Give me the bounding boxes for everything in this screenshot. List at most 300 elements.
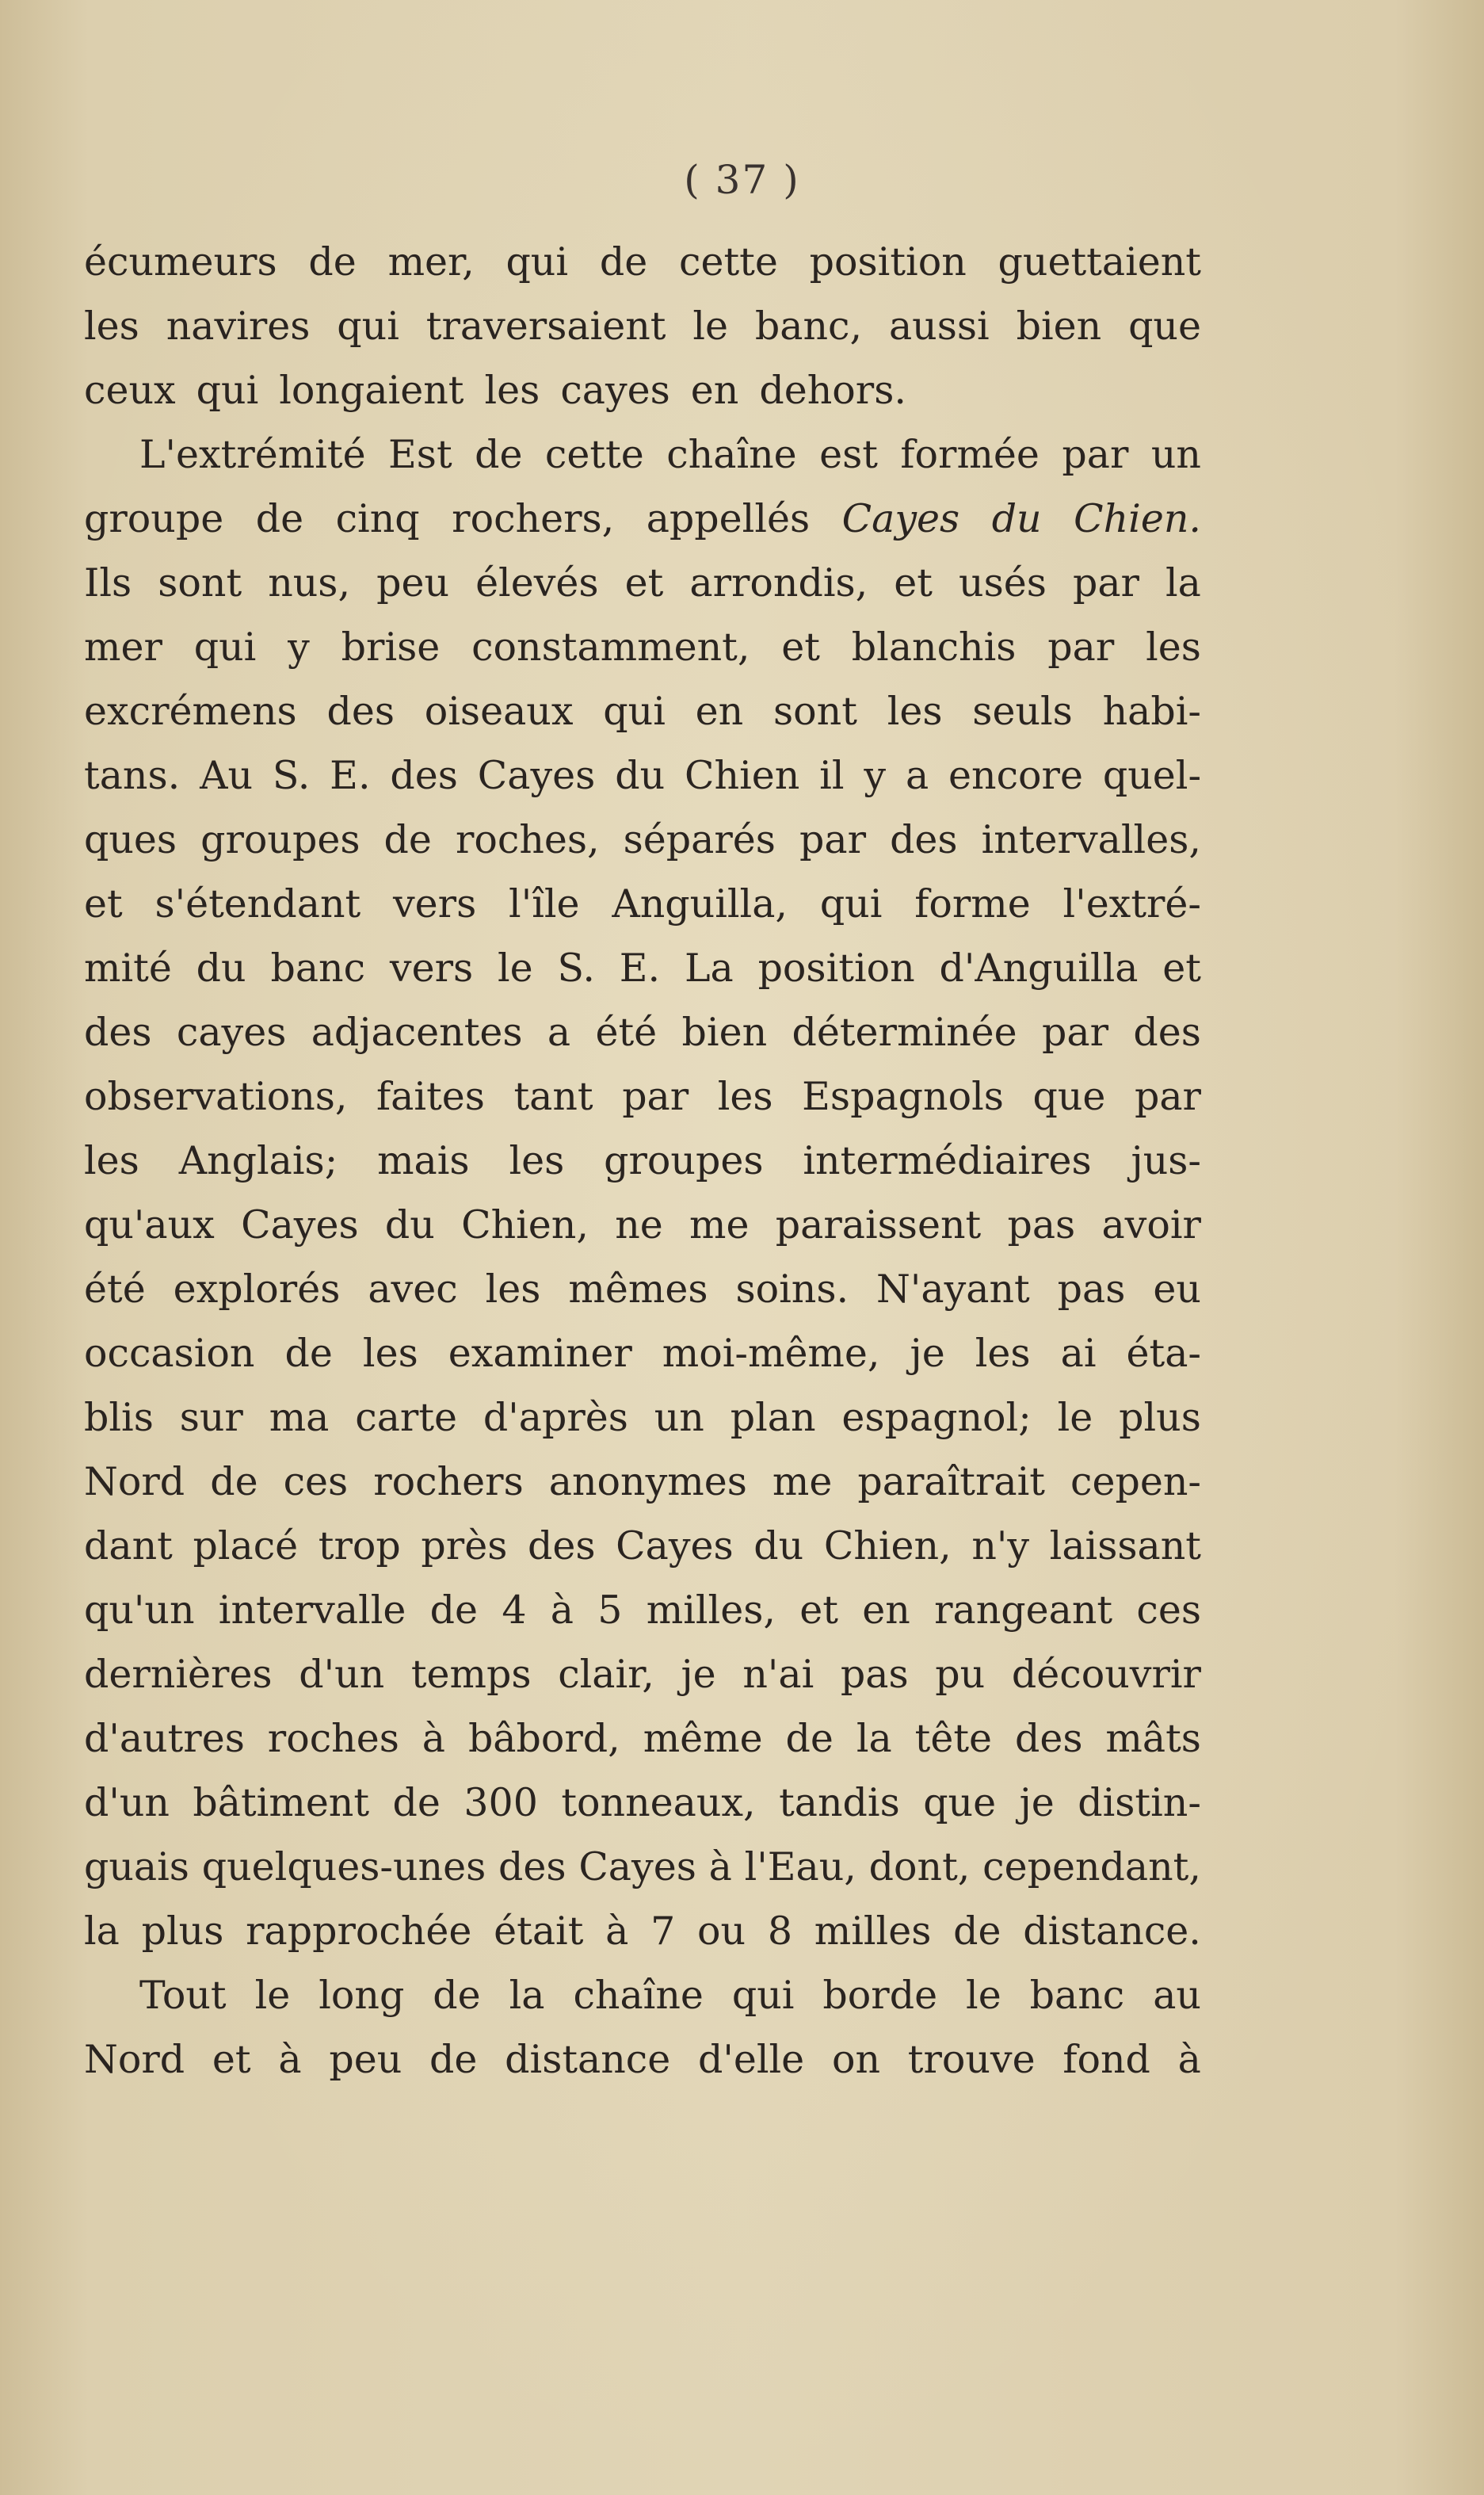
word: quelques-unes xyxy=(201,1844,486,1889)
word: d'Anguilla xyxy=(939,946,1139,991)
word: peu xyxy=(376,560,450,606)
word: rapprochée xyxy=(246,1909,472,1954)
word: trouve xyxy=(907,2037,1036,2082)
word: excrémens xyxy=(84,689,297,734)
word: pas xyxy=(1057,1267,1126,1312)
word: avec xyxy=(368,1267,458,1312)
word: de xyxy=(475,432,523,477)
word: par xyxy=(1072,560,1139,606)
word: tandis xyxy=(779,1780,900,1825)
word: dernières xyxy=(84,1652,273,1697)
word: Ils xyxy=(84,560,132,606)
word: mer xyxy=(84,625,162,670)
word: était xyxy=(494,1909,584,1954)
word: séparés xyxy=(623,817,776,862)
word: des xyxy=(390,753,458,798)
text-line xyxy=(84,1771,1201,1835)
word: navires xyxy=(166,304,311,349)
word: que xyxy=(923,1780,997,1825)
word: Nord xyxy=(84,2037,185,2082)
word: le xyxy=(254,1973,291,2018)
word: cette xyxy=(544,432,644,477)
word: en xyxy=(690,368,739,413)
word: s'étendant xyxy=(155,881,361,927)
word: les xyxy=(485,1267,541,1312)
word: on xyxy=(831,2037,880,2082)
word: par xyxy=(1062,432,1129,477)
word: les xyxy=(484,368,540,413)
word: rangeant xyxy=(934,1588,1113,1633)
word: plan xyxy=(730,1395,816,1440)
word: chaîne xyxy=(666,432,797,477)
word: à xyxy=(422,1716,446,1761)
word: de xyxy=(429,2037,478,2082)
word: cependant, xyxy=(982,1844,1201,1889)
word: ces xyxy=(283,1459,349,1504)
word: que xyxy=(1032,1074,1106,1119)
word: encore xyxy=(948,753,1083,798)
text-line xyxy=(84,1835,1201,1899)
word: bien xyxy=(681,1010,768,1055)
word: ou xyxy=(697,1909,746,1954)
word: et xyxy=(894,560,933,606)
word: longaient xyxy=(279,368,464,413)
word: 7 xyxy=(650,1909,676,1954)
word: rochers xyxy=(373,1459,524,1504)
word: pas xyxy=(840,1652,909,1697)
word: le xyxy=(1057,1395,1093,1440)
word: Chien, xyxy=(823,1523,952,1568)
word: brise xyxy=(341,625,441,670)
word: tans. xyxy=(84,753,181,798)
word: le xyxy=(692,304,729,349)
word: quel- xyxy=(1102,753,1201,798)
word: écumeurs xyxy=(84,239,277,285)
word: vers xyxy=(389,946,474,991)
word: banc xyxy=(1029,1973,1125,2018)
word: a xyxy=(547,1010,571,1055)
word: cayes xyxy=(560,368,670,413)
word: les xyxy=(84,304,139,349)
word: Cayes xyxy=(578,1844,696,1889)
word: traversaient xyxy=(425,304,666,349)
word: 300 xyxy=(464,1780,538,1825)
word: cette xyxy=(679,239,778,285)
word: les xyxy=(509,1138,565,1183)
word: laissant xyxy=(1049,1523,1201,1568)
word: Anguilla, xyxy=(612,881,788,927)
word: sur xyxy=(179,1395,243,1440)
word: placé xyxy=(193,1523,299,1568)
word: des xyxy=(1014,1716,1083,1761)
word: est xyxy=(819,432,878,477)
word: tête xyxy=(914,1716,993,1761)
word: sont xyxy=(773,689,857,734)
word: ai xyxy=(1060,1331,1097,1376)
word: constamment, xyxy=(471,625,750,670)
word: eu xyxy=(1153,1267,1201,1312)
word: du xyxy=(991,496,1042,541)
word: à xyxy=(1177,2037,1201,2082)
word: à xyxy=(708,1844,732,1889)
word: plus xyxy=(1119,1395,1201,1440)
word: qui xyxy=(193,625,257,670)
word: cayes xyxy=(176,1010,287,1055)
word: d'un xyxy=(299,1652,385,1697)
text-line xyxy=(84,294,1201,358)
page-number: ( 37 ) xyxy=(684,157,800,203)
word: et xyxy=(1162,946,1201,991)
word: et xyxy=(84,881,123,927)
word: été xyxy=(84,1267,146,1312)
word: anonymes xyxy=(548,1459,747,1504)
word: 5 xyxy=(597,1588,623,1633)
word: de xyxy=(392,1780,441,1825)
word: dehors. xyxy=(759,368,906,413)
word: de xyxy=(284,1331,333,1376)
word: tonneaux, xyxy=(561,1780,756,1825)
word: des xyxy=(498,1844,567,1889)
word: guettaient xyxy=(998,239,1201,285)
text-line xyxy=(84,808,1201,872)
word: bien xyxy=(1016,304,1102,349)
word: de xyxy=(210,1459,258,1504)
text-line xyxy=(84,936,1201,1000)
word: en xyxy=(695,689,744,734)
word: de xyxy=(308,239,357,285)
word: L'extrémité xyxy=(139,432,366,477)
word: à xyxy=(605,1909,629,1954)
word: n'ai xyxy=(742,1652,814,1697)
text-line xyxy=(84,358,1201,422)
text-line xyxy=(84,1706,1201,1771)
word: roches, xyxy=(455,817,600,862)
word: de xyxy=(953,1909,1001,1954)
word: Nord xyxy=(84,1459,185,1504)
word: guais xyxy=(84,1844,189,1889)
text-line xyxy=(84,615,1201,679)
word: par xyxy=(1042,1010,1109,1055)
word: par xyxy=(1047,625,1115,670)
word: Tout xyxy=(139,1973,227,2018)
word: banc xyxy=(270,946,366,991)
word: forme xyxy=(914,881,1031,927)
word: Cayes xyxy=(616,1523,734,1568)
word: le xyxy=(966,1973,1001,2018)
word: mêmes xyxy=(568,1267,708,1312)
word: Chien. xyxy=(1074,496,1201,541)
text-line xyxy=(84,1385,1201,1450)
word: les xyxy=(975,1331,1031,1376)
word: de xyxy=(785,1716,834,1761)
word: ma xyxy=(269,1395,330,1440)
word: ceux xyxy=(84,368,176,413)
text-line xyxy=(84,1000,1201,1064)
word: Est xyxy=(388,432,452,477)
word: groupe xyxy=(84,496,224,541)
word: la xyxy=(1165,560,1201,606)
word: oiseaux xyxy=(424,689,574,734)
word: par xyxy=(799,817,867,862)
word: distance. xyxy=(1023,1909,1201,1954)
text-line xyxy=(84,1193,1201,1257)
word: je xyxy=(1019,1780,1055,1825)
word: en xyxy=(862,1588,910,1633)
text-line xyxy=(84,1514,1201,1578)
word: déterminée xyxy=(792,1010,1017,1055)
word: blis xyxy=(84,1395,154,1440)
word: intermédiaires xyxy=(803,1138,1092,1183)
word: qui xyxy=(196,368,259,413)
word: cinq xyxy=(335,496,420,541)
word: qui xyxy=(603,689,666,734)
word: mité xyxy=(84,946,172,991)
word: des xyxy=(84,1010,152,1055)
word: bâbord, xyxy=(467,1716,620,1761)
text-line xyxy=(84,551,1201,615)
word: du xyxy=(384,1202,435,1248)
text-line xyxy=(84,487,1201,551)
word: du xyxy=(196,946,246,991)
text-line xyxy=(84,1899,1201,1963)
word: dont, xyxy=(868,1844,971,1889)
word: plus xyxy=(141,1909,224,1954)
word: distance xyxy=(505,2037,671,2082)
word: habi- xyxy=(1102,689,1201,734)
word: les xyxy=(887,689,943,734)
word: qui xyxy=(505,239,569,285)
word: un xyxy=(654,1395,704,1440)
word: fond xyxy=(1062,2037,1150,2082)
word: tant xyxy=(513,1074,593,1119)
word: groupes xyxy=(604,1138,764,1183)
word: d'après xyxy=(483,1395,628,1440)
word: groupes xyxy=(200,817,361,862)
word: été xyxy=(595,1010,658,1055)
word: N'ayant xyxy=(876,1267,1030,1312)
word: chaîne xyxy=(573,1973,704,2018)
text-line xyxy=(84,872,1201,936)
word: adjacentes xyxy=(311,1010,523,1055)
word: banc, xyxy=(754,304,863,349)
word: n'y xyxy=(971,1523,1030,1568)
word: E. xyxy=(619,946,661,991)
word: usés xyxy=(959,560,1047,606)
word: ne xyxy=(615,1202,663,1248)
word: position xyxy=(757,946,915,991)
word: 8 xyxy=(767,1909,792,1954)
word: l'île xyxy=(509,881,580,927)
word: des xyxy=(527,1523,596,1568)
word: la xyxy=(84,1909,120,1954)
word: éta- xyxy=(1126,1331,1201,1376)
word: jus- xyxy=(1131,1138,1201,1183)
word: formée xyxy=(900,432,1040,477)
word: milles xyxy=(814,1909,932,1954)
word: y xyxy=(864,753,887,798)
word: dant xyxy=(84,1523,173,1568)
word: qui xyxy=(819,881,883,927)
word: et xyxy=(799,1588,838,1633)
word: 4 xyxy=(502,1588,527,1633)
word: intervalle xyxy=(218,1588,406,1633)
word: Au xyxy=(200,753,254,798)
word: les xyxy=(717,1074,773,1119)
word: roches xyxy=(267,1716,399,1761)
word: d'autres xyxy=(84,1716,245,1761)
word: trop xyxy=(318,1523,401,1568)
word: occasion xyxy=(84,1331,255,1376)
word: bâtiment xyxy=(193,1780,370,1825)
body-text xyxy=(84,230,1201,2092)
word: blanchis xyxy=(851,625,1017,670)
word: les xyxy=(84,1138,139,1183)
text-line xyxy=(84,1129,1201,1193)
word: Chien, xyxy=(461,1202,589,1248)
word: des xyxy=(890,817,958,862)
word: peu xyxy=(329,2037,402,2082)
word: milles, xyxy=(646,1588,776,1633)
text-line xyxy=(84,743,1201,808)
word: temps xyxy=(410,1652,532,1697)
word: borde xyxy=(822,1973,938,2018)
word: seuls xyxy=(972,689,1073,734)
word: avoir xyxy=(1101,1202,1201,1248)
word: d'elle xyxy=(698,2037,805,2082)
text-line xyxy=(84,1963,1201,2027)
word: position xyxy=(809,239,967,285)
word: qui xyxy=(337,304,399,349)
word: observations, xyxy=(84,1074,348,1119)
word: moi-même, xyxy=(662,1331,880,1376)
word: mâts xyxy=(1105,1716,1201,1761)
word: par xyxy=(622,1074,689,1119)
word: qu'un xyxy=(84,1588,195,1633)
word: du xyxy=(615,753,666,798)
word: soins. xyxy=(735,1267,849,1312)
word: qui xyxy=(731,1973,795,2018)
word: pu xyxy=(935,1652,986,1697)
text-line xyxy=(84,230,1201,294)
word: d'un xyxy=(84,1780,170,1825)
word: et xyxy=(781,625,820,670)
word: Cayes xyxy=(241,1202,359,1248)
word: que xyxy=(1128,304,1201,349)
word: espagnol; xyxy=(841,1395,1032,1440)
word: des xyxy=(1133,1010,1201,1055)
word: mais xyxy=(377,1138,470,1183)
word: la xyxy=(856,1716,892,1761)
word: rochers, xyxy=(452,496,615,541)
word: au xyxy=(1153,1973,1201,2018)
word: S. xyxy=(272,753,311,798)
word: y xyxy=(288,625,310,670)
word: sont xyxy=(158,560,242,606)
word: clair, xyxy=(558,1652,654,1697)
word: mer, xyxy=(387,239,475,285)
text-line xyxy=(84,1578,1201,1642)
text-line xyxy=(84,422,1201,487)
word: le xyxy=(497,946,533,991)
word: je xyxy=(681,1652,716,1697)
word: l'Eau, xyxy=(744,1844,856,1889)
word: de xyxy=(433,1973,481,2018)
word: examiner xyxy=(448,1331,632,1376)
text-line xyxy=(84,1064,1201,1129)
word: me xyxy=(772,1459,833,1504)
text-line xyxy=(84,1257,1201,1321)
word: pas xyxy=(1007,1202,1076,1248)
word: carte xyxy=(355,1395,458,1440)
text-line xyxy=(84,679,1201,743)
text-line xyxy=(84,1642,1201,1706)
word: qu'aux xyxy=(84,1202,215,1248)
word: vers xyxy=(393,881,477,927)
word: Cayes xyxy=(477,753,596,798)
word: du xyxy=(753,1523,804,1568)
word: de xyxy=(383,817,432,862)
word: Cayes xyxy=(841,496,960,541)
word: cepen- xyxy=(1070,1459,1201,1504)
word: de xyxy=(255,496,304,541)
word: par xyxy=(1134,1074,1201,1119)
text-line xyxy=(84,1321,1201,1385)
word: appellés xyxy=(646,496,811,541)
word: paraîtrait xyxy=(857,1459,1045,1504)
word: La xyxy=(684,946,734,991)
word: l'extré- xyxy=(1062,881,1201,927)
word: les xyxy=(1146,625,1201,670)
word: me xyxy=(689,1202,750,1248)
word: ques xyxy=(84,817,177,862)
word: nus, xyxy=(268,560,351,606)
word: distin- xyxy=(1078,1780,1201,1825)
word: un xyxy=(1150,432,1201,477)
word: explorés xyxy=(173,1267,341,1312)
word: la xyxy=(509,1973,545,2018)
word: de xyxy=(599,239,648,285)
word: à xyxy=(550,1588,574,1633)
text-line xyxy=(84,1450,1201,1514)
word: il xyxy=(819,753,845,798)
word: S. xyxy=(557,946,595,991)
word: à xyxy=(278,2037,302,2082)
word: faites xyxy=(376,1074,485,1119)
word: Anglais; xyxy=(178,1138,338,1183)
word: E. xyxy=(330,753,371,798)
word: ces xyxy=(1136,1588,1201,1633)
word: des xyxy=(326,689,395,734)
text-line xyxy=(84,2027,1201,2092)
word: aussi xyxy=(888,304,990,349)
word: de xyxy=(429,1588,479,1633)
word: les xyxy=(362,1331,418,1376)
word: même xyxy=(643,1716,763,1761)
word: je xyxy=(910,1331,945,1376)
word: Espagnols xyxy=(802,1074,1004,1119)
word: près xyxy=(421,1523,508,1568)
word: élevés xyxy=(475,560,599,606)
word: et xyxy=(624,560,664,606)
word: et xyxy=(212,2037,251,2082)
word: intervalles, xyxy=(981,817,1201,862)
word: a xyxy=(905,753,929,798)
word: découvrir xyxy=(1011,1652,1201,1697)
word: paraissent xyxy=(775,1202,982,1248)
word: arrondis, xyxy=(689,560,868,606)
word: long xyxy=(319,1973,405,2018)
word: Chien xyxy=(685,753,800,798)
